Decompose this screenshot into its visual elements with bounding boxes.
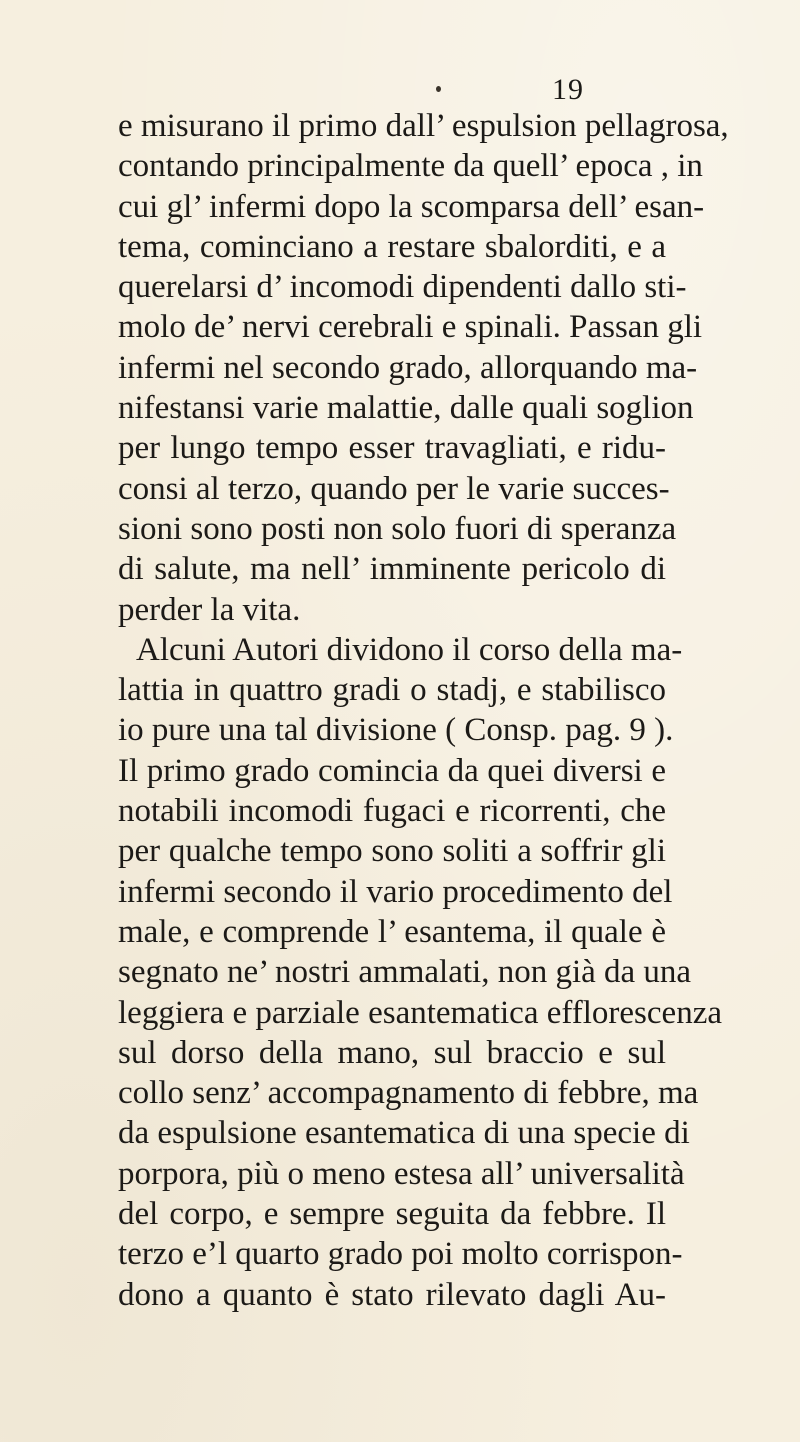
text-line: notabili incomodi fugaci e ricorrenti, che: [118, 793, 666, 830]
text-line: infermi nel secondo grado, allorquando ma-: [118, 349, 698, 386]
text-line: di salute, ma nell’ imminente pericolo di: [118, 551, 666, 588]
text-line: io pure una tal divisione ( Consp. pag. 9 ).: [118, 712, 674, 749]
text-line: infermi secondo il vario procedimento del: [118, 873, 673, 910]
text-line: per qualche tempo sono soliti a soffrir gli: [118, 833, 666, 870]
text-line: porpora, più o meno estesa all’ universalità: [118, 1155, 685, 1192]
text-line: sul dorso della mano, sul braccio e sul: [118, 1034, 666, 1071]
text-line: leggiera e parziale esantematica efflorescenza: [118, 994, 722, 1031]
text-line: sioni sono posti non solo fuori di speranza: [118, 510, 677, 547]
text-line: lattia in quattro gradi o stadj, e stabilisco: [118, 672, 666, 709]
text-line: terzo e’l quarto grado poi molto corrispon-: [118, 1236, 683, 1273]
ink-speck: [436, 86, 441, 92]
text-line: del corpo, e sempre seguita da febbre. Il: [118, 1196, 666, 1233]
text-line: e misurano il primo dall’ espulsion pellagrosa,: [118, 108, 729, 144]
text-line: consi al terzo, quando per le varie succes-: [118, 470, 670, 507]
text-line: tema, cominciano a restare sbalorditi, e a: [118, 228, 666, 265]
text-line: querelarsi d’ incomodi dipendenti dallo sti-: [118, 269, 687, 306]
text-line: molo de’ nervi cerebrali e spinali. Passan gli: [118, 309, 703, 346]
text-line: male, e comprende l’ esantema, il quale è: [118, 913, 666, 950]
text-line: Il primo grado comincia da quei diversi e: [118, 752, 666, 789]
text-line: nifestansi varie malattie, dalle quali soglion: [118, 390, 694, 427]
text-line: da espulsione esantematica di una specie di: [118, 1115, 690, 1152]
text-line: segnato ne’ nostri ammalati, non già da una: [118, 954, 692, 991]
body-text: [118, 106, 729, 1315]
text-line: dono a quanto è stato rilevato dagli Au-: [118, 1276, 666, 1313]
text-line: per lungo tempo esser travagliati, e ridu-: [118, 430, 666, 467]
text-line: cui gl’ infermi dopo la scomparsa dell’ esan-: [118, 188, 705, 225]
text-line: collo senz’ accompagnamento di febbre, ma: [118, 1075, 699, 1112]
page-number: 19: [552, 73, 584, 106]
text-line: Alcuni Autori dividono il corso della ma-: [136, 631, 683, 668]
text-line: perder la vita.: [118, 591, 301, 628]
text-line: contando principalmente da quell’ epoca , in: [118, 148, 703, 185]
